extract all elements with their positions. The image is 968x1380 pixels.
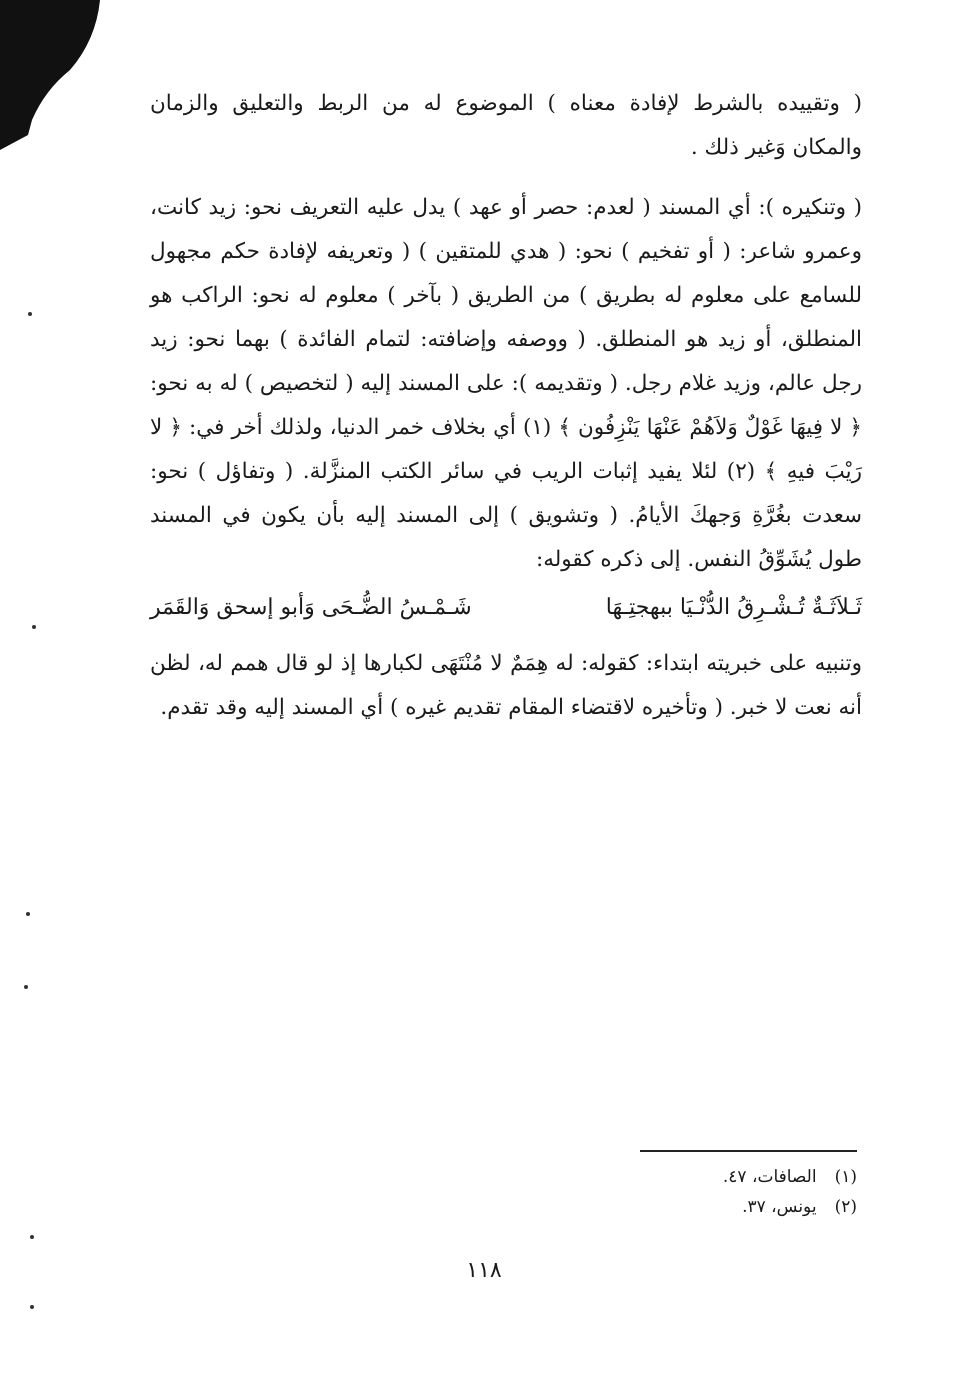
scan-speck bbox=[28, 312, 32, 316]
scan-speck bbox=[26, 912, 30, 916]
footnote-separator bbox=[640, 1150, 857, 1152]
scan-speck bbox=[30, 1235, 34, 1239]
footnote-1 bbox=[600, 1162, 857, 1192]
paragraph-3 bbox=[150, 642, 862, 730]
scan-speck bbox=[32, 625, 36, 629]
paragraph-3-text: وتنبيه على خبريته ابتداء: كقوله: له هِمَمٌ لا مُنْتَهَى لكبارها إذ لو قال همم له، لظن أنه نعت لا خبر. ( وتأخيره لاقتضاء المقام تقديم غيره ) أي المسند إليه وقد تقدم. bbox=[150, 651, 862, 720]
footnote-text: يونس، ٣٧. bbox=[742, 1197, 817, 1217]
paragraph-2 bbox=[150, 186, 862, 582]
footnote-marker: (٢) bbox=[834, 1197, 857, 1217]
scan-speck bbox=[30, 1305, 34, 1309]
scan-speck bbox=[24, 985, 28, 989]
poetry-verse bbox=[150, 582, 862, 632]
footnotes bbox=[600, 1162, 857, 1222]
paragraph-2-text: ( وتنكيره ): أي المسند ( لعدم: حصر أو عهد ) يدل عليه التعريف نحو: زيد كانت، وعمرو شاعر: ( أو تفخيم ) نحو: ( هدي للمتقين ) ( وتعريفه لإفادة حكم مجهول للسامع على معلوم له بطريق ) من الطريق ( بآخر ) معلوم له نحو: الراكب هو المنطلق، أو زيد هو المنطلق. ( ووصفه وإضافته: لتمام الفائدة ) بهما نحو: زيد رجل عالم، وزيد غلام رجل. ( وتقديمه ): على المسند إليه ( لتخصيص ) له به نحو: ﴿ لا فِيهَا غَوْلٌ وَلاَهُمْ عَنْهَا يَنْزِفُون ﴾ (١) أي بخلاف خمر الدنيا، ولذلك أخر في: ﴿ لا رَيْبَ فيهِ ﴾ (٢) لئلا يفيد إثبات الريب في سائر الكتب المنزَّلة. ( وتفاؤل ) نحو: سعدت بغُرَّةِ وَجهكَ الأيامُ. ( وتشويق ) إلى المسند إليه بأن يكون في المسند طول يُشَوِّقُ النفس. إلى ذكره كقوله: bbox=[150, 195, 862, 572]
page-number: ١١٨ bbox=[466, 1258, 502, 1283]
footnote-2 bbox=[600, 1192, 857, 1222]
footnote-text: الصافات، ٤٧. bbox=[722, 1167, 817, 1187]
paragraph-1-text: ( وتقييده بالشرط لإفادة معناه ) الموضوع له من الربط والتعليق والزمان والمكان وَغير ذلك . bbox=[150, 91, 862, 160]
scan-corner-mark bbox=[0, 0, 110, 160]
paragraph-1 bbox=[150, 82, 862, 170]
verse-right-hemistich: ثَـلاَثَـةٌ تُـشْـرِقُ الدُّنْـيَا ببهجتِـهَا bbox=[605, 594, 862, 620]
verse-left-hemistich: شَـمْـسُ الضُّـحَى وَأبو إسحق وَالقَمَر bbox=[150, 594, 472, 620]
footnote-marker: (١) bbox=[834, 1167, 857, 1187]
